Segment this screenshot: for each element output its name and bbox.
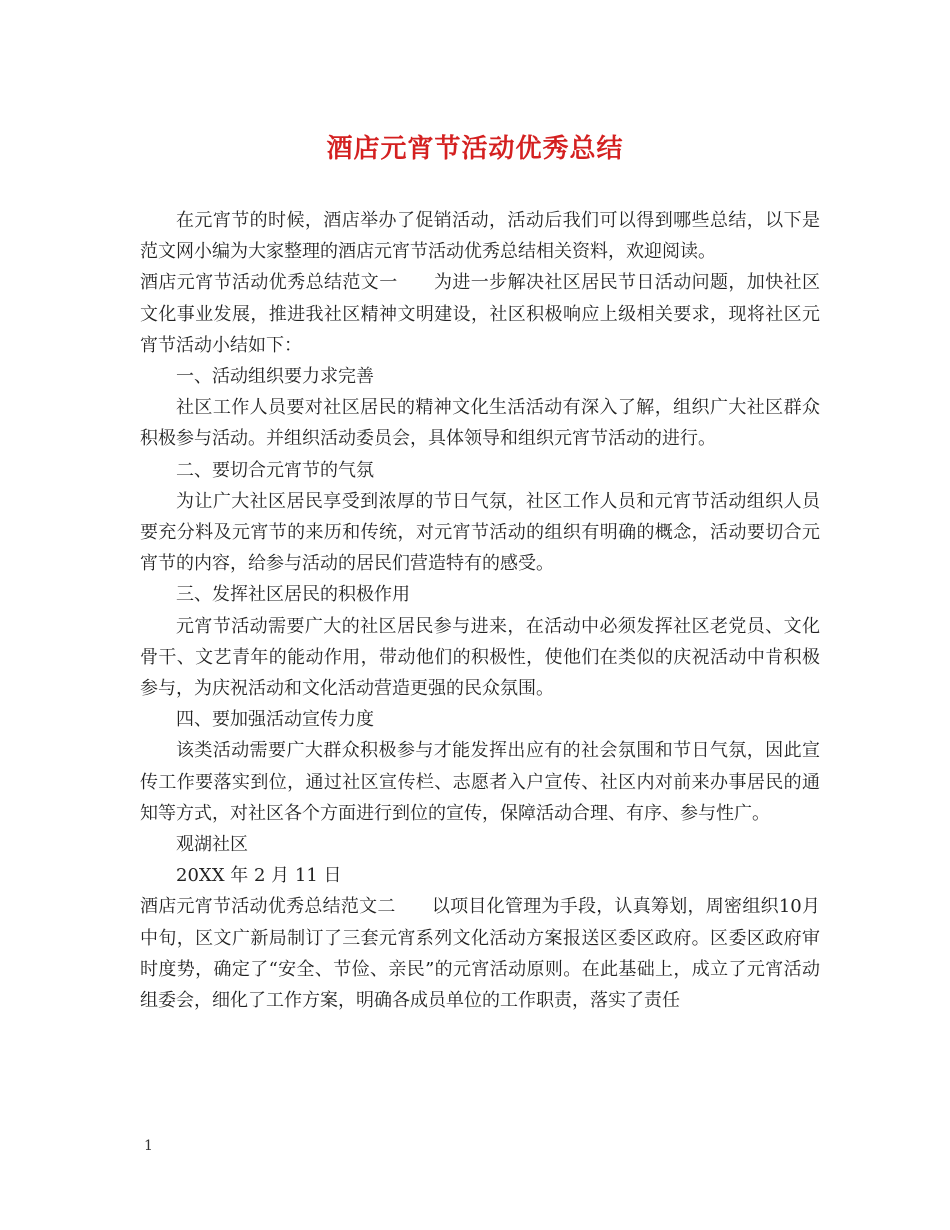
section-text-3: 元宵节活动需要广大的社区居民参与进来，在活动中必须发挥社区老党员、文化骨干、文艺青年的能动作用，带动他们的积极性，使他们在类似的庆祝活动中肯积极参与，为庆祝活动和文化活动营造更强的民众氛围。 <box>140 615 820 700</box>
sample-two-text: 以项目化管理为手段，认真筹划，周密组织10月中旬，区文广新局制订了三套元宵系列文化活动方案报送区委区政府。区委区政府审时度势，确定了“安全、节俭、亲民”的元宵活动原则。在此基础上，成立了元宵活动组委会，细化了工作方案，明确各成员单位的工作职责，落实了责任 <box>140 896 820 1012</box>
document-title: 酒店元宵节活动优秀总结 <box>326 134 624 164</box>
signature-organization: 观湖社区 <box>176 834 248 856</box>
section-heading-2: 二、要切合元宵节的气氛 <box>176 459 374 481</box>
signature-date: 20XX 年 2 月 11 日 <box>176 865 342 887</box>
section-heading-4: 四、要加强活动宣传力度 <box>176 709 374 731</box>
section-text-2: 为让广大社区居民享受到浓厚的节日气氛，社区工作人员和元宵节活动组织人员要充分料及元宵节的来历和传统，对元宵节活动的组织有明确的概念，活动要切合元宵节的内容，给参与活动的居民们营造特有的感受。 <box>140 490 820 575</box>
sample-two-heading: 酒店元宵节活动优秀总结范文二 <box>140 896 396 918</box>
section-text-1: 社区工作人员要对社区居民的精神文化生活活动有深入了解，组织广大社区群众积极参与活动。并组织活动委员会，具体领导和组织元宵节活动的进行。 <box>140 397 820 450</box>
sample-one-heading: 酒店元宵节活动优秀总结范文一 <box>140 272 398 294</box>
paragraph-sample-two <box>140 891 820 1016</box>
paragraph-sample-one <box>140 267 820 361</box>
section-heading-3: 三、发挥社区居民的积极作用 <box>176 584 410 606</box>
section-text-4: 该类活动需要广大群众积极参与才能发挥出应有的社会氛围和节日气氛，因此宣传工作要落实到位，通过社区宣传栏、志愿者入户宣传、社区内对前来办事居民的通知等方式，对社区各个方面进行到位的宣传，保障活动合理、有序、参与性广。 <box>140 740 820 824</box>
sample-one-text: 为进一步解决社区居民节日活动问题，加快社区文化事业发展，推进我社区精神文明建设，社区积极响应上级相关要求，现将社区元宵节活动小结如下： <box>140 272 821 356</box>
section-heading-1: 一、活动组织要力求完善 <box>176 366 374 388</box>
page-number: 1 <box>144 1138 153 1154</box>
document-body <box>140 205 820 1016</box>
paragraph-intro: 在元宵节的时候，酒店举办了促销活动，活动后我们可以得到哪些总结，以下是范文网小编为大家整理的酒店元宵节活动优秀总结相关资料，欢迎阅读。 <box>140 210 820 263</box>
